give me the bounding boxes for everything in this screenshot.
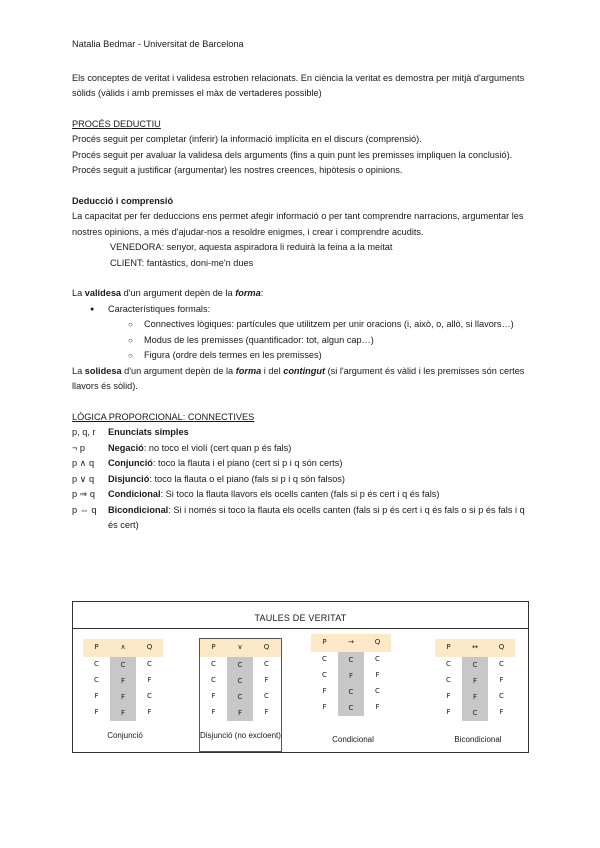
table-caption: Conjunció (107, 731, 143, 740)
deduccio-text: La capacitat per fer deduccions ens permet afegir informació o per tant comprendre narracions, argumentar les nostres opinions, a més d'ajudar-nos a resoldre enigmes, i crear i comprendre acudits. (72, 211, 524, 237)
table-row: F C C (200, 689, 281, 705)
table-header-cell: P (211, 643, 216, 652)
connective-symbol: p ∨ q (72, 473, 95, 484)
table-row: C C F (200, 673, 281, 689)
table-header-cell: Q (498, 643, 505, 652)
sub-list (108, 317, 532, 364)
quote-client: CLIENT: fantàstics, doni-me'n dues (110, 257, 254, 268)
table-caption: Condicional (332, 735, 374, 744)
table-row: F C C (311, 684, 391, 700)
table-row: F C F (311, 700, 391, 716)
truth-table-condicional (311, 634, 391, 716)
truth-tables-box (72, 601, 529, 753)
proces-line: Procés seguit per completar (inferir) la informació implícita en el discurs (comprensió). (72, 134, 422, 144)
intro-paragraph: Els conceptes de veritat i validesa estroben relacionats. En ciència la veritat es demostra per mitjà d'arguments sòlids (vàlids i amb premisses el màx de vertaderes possible) (72, 72, 525, 98)
list-item: ● Característiques formals: ○ Connectives lògiques: partícules que utilitzem per unir oracions (i, això, o, allò, si llavors…) ○ Modus de les premisses (quantificador: tot, algun cap…) ○ Figura (ordre dels termes en les premisses) (90, 302, 532, 364)
truth-table-bicondicional (435, 639, 515, 721)
table-header-cell: ∨ (237, 643, 243, 652)
table-row: F F F (83, 705, 163, 721)
connective-row: p, q, r Enunciats simples (72, 425, 532, 441)
list-item: ○ Figura (ordre dels termes en les premisses) (128, 348, 532, 364)
list-item: ○ Connectives lògiques: partícules que utilitzem per unir oracions (i, això, o, allò, si llavors…) (128, 317, 532, 333)
truth-table-conjuncio (83, 639, 163, 721)
table-header-cell: ∧ (120, 643, 126, 652)
connective-row: p ⇒ q Condicional: Si toco la flauta llavors els ocells canten (fals si p és cert i q és fals) (72, 487, 532, 503)
proces-line: Procés seguit a justificar (argumentar) les nostres creences, hipòtesis o opinions. (72, 165, 403, 175)
connective-row: p ∧ q Conjunció: toco la flauta i el piano (cert si p i q són certs) (72, 456, 532, 472)
table-row: C F F (311, 668, 391, 684)
connective-symbol: p ∧ q (72, 458, 95, 468)
bullet-list (72, 302, 532, 364)
proces-line: Procés seguit per avaluar la validesa dels arguments (fins a quin punt les premisses impliquen la conclusió). (72, 149, 513, 160)
table-row: C C C (311, 652, 391, 668)
table-header-cell: Q (374, 638, 381, 647)
table-header-cell: Q (263, 643, 270, 652)
list-item: ○ Modus de les premisses (quantificador: tot, algun cap…) (128, 333, 532, 349)
table-row: F C F (435, 705, 515, 721)
table-row: C C C (83, 657, 163, 673)
table-header-cell: P (322, 638, 327, 647)
validesa-section (72, 286, 532, 395)
table-header-cell: P (94, 643, 99, 652)
table-row: F F C (83, 689, 163, 705)
table-header-cell: P (446, 643, 451, 652)
deduccio-section (72, 194, 532, 272)
table-header-cell: → (348, 638, 354, 647)
table-row: F F C (435, 689, 515, 705)
document-body (72, 37, 532, 534)
table-row: C F F (435, 673, 515, 689)
quote-venedora: VENEDORA: senyor, aquesta aspiradora li reduirà la feina a la meitat (110, 242, 393, 252)
proces-section (72, 117, 532, 179)
validesa-definition: La validesa d'un argument depèn de la forma: (72, 288, 264, 298)
table-header-cell: Q (146, 643, 153, 652)
connective-symbol: p ⇔ q (72, 504, 97, 515)
connective-row: p ⇔ q Bicondicional: Si i només si toco la flauta els ocells canten (fals si p és cert i q és fals o si p és fals i q és cert) (72, 503, 532, 534)
table-caption: Disjunció (no excloent) (200, 731, 281, 740)
logica-title: LÒGICA PROPORCIONAL: CONNECTIVES (72, 411, 255, 422)
table-caption: Bicondicional (454, 735, 502, 744)
truth-tables-title: TAULES DE VERITAT (73, 602, 528, 629)
table-row: C C C (435, 657, 515, 673)
connective-symbol: ¬ p (72, 442, 86, 453)
logica-section (72, 410, 532, 534)
table-row: F F F (200, 705, 281, 721)
deduccio-title: Deducció i comprensió (72, 195, 174, 206)
truth-table-disjuncio (199, 638, 282, 752)
solidesa-definition: La solidesa d'un argument depèn de la forma i del contingut (si l'argument és vàlid i les premisses són certes llavors és sòlid). (72, 365, 525, 391)
document-header: Natalia Bedmar - Universitat de Barcelona (72, 39, 244, 49)
table-row: C C C (200, 657, 281, 673)
connective-row: p ∨ q Disjunció: toco la flauta o el piano (fals si p i q són falsos) (72, 472, 532, 488)
table-row: C F F (83, 673, 163, 689)
table-header-cell: ↔ (472, 643, 478, 652)
proces-title: PROCÉS DEDUCTIU (72, 118, 161, 129)
connective-symbol: p, q, r (72, 427, 96, 437)
connective-symbol: p ⇒ q (72, 489, 96, 499)
connective-row: ¬ p Negació: no toco el violí (cert quan p és fals) (72, 441, 532, 457)
